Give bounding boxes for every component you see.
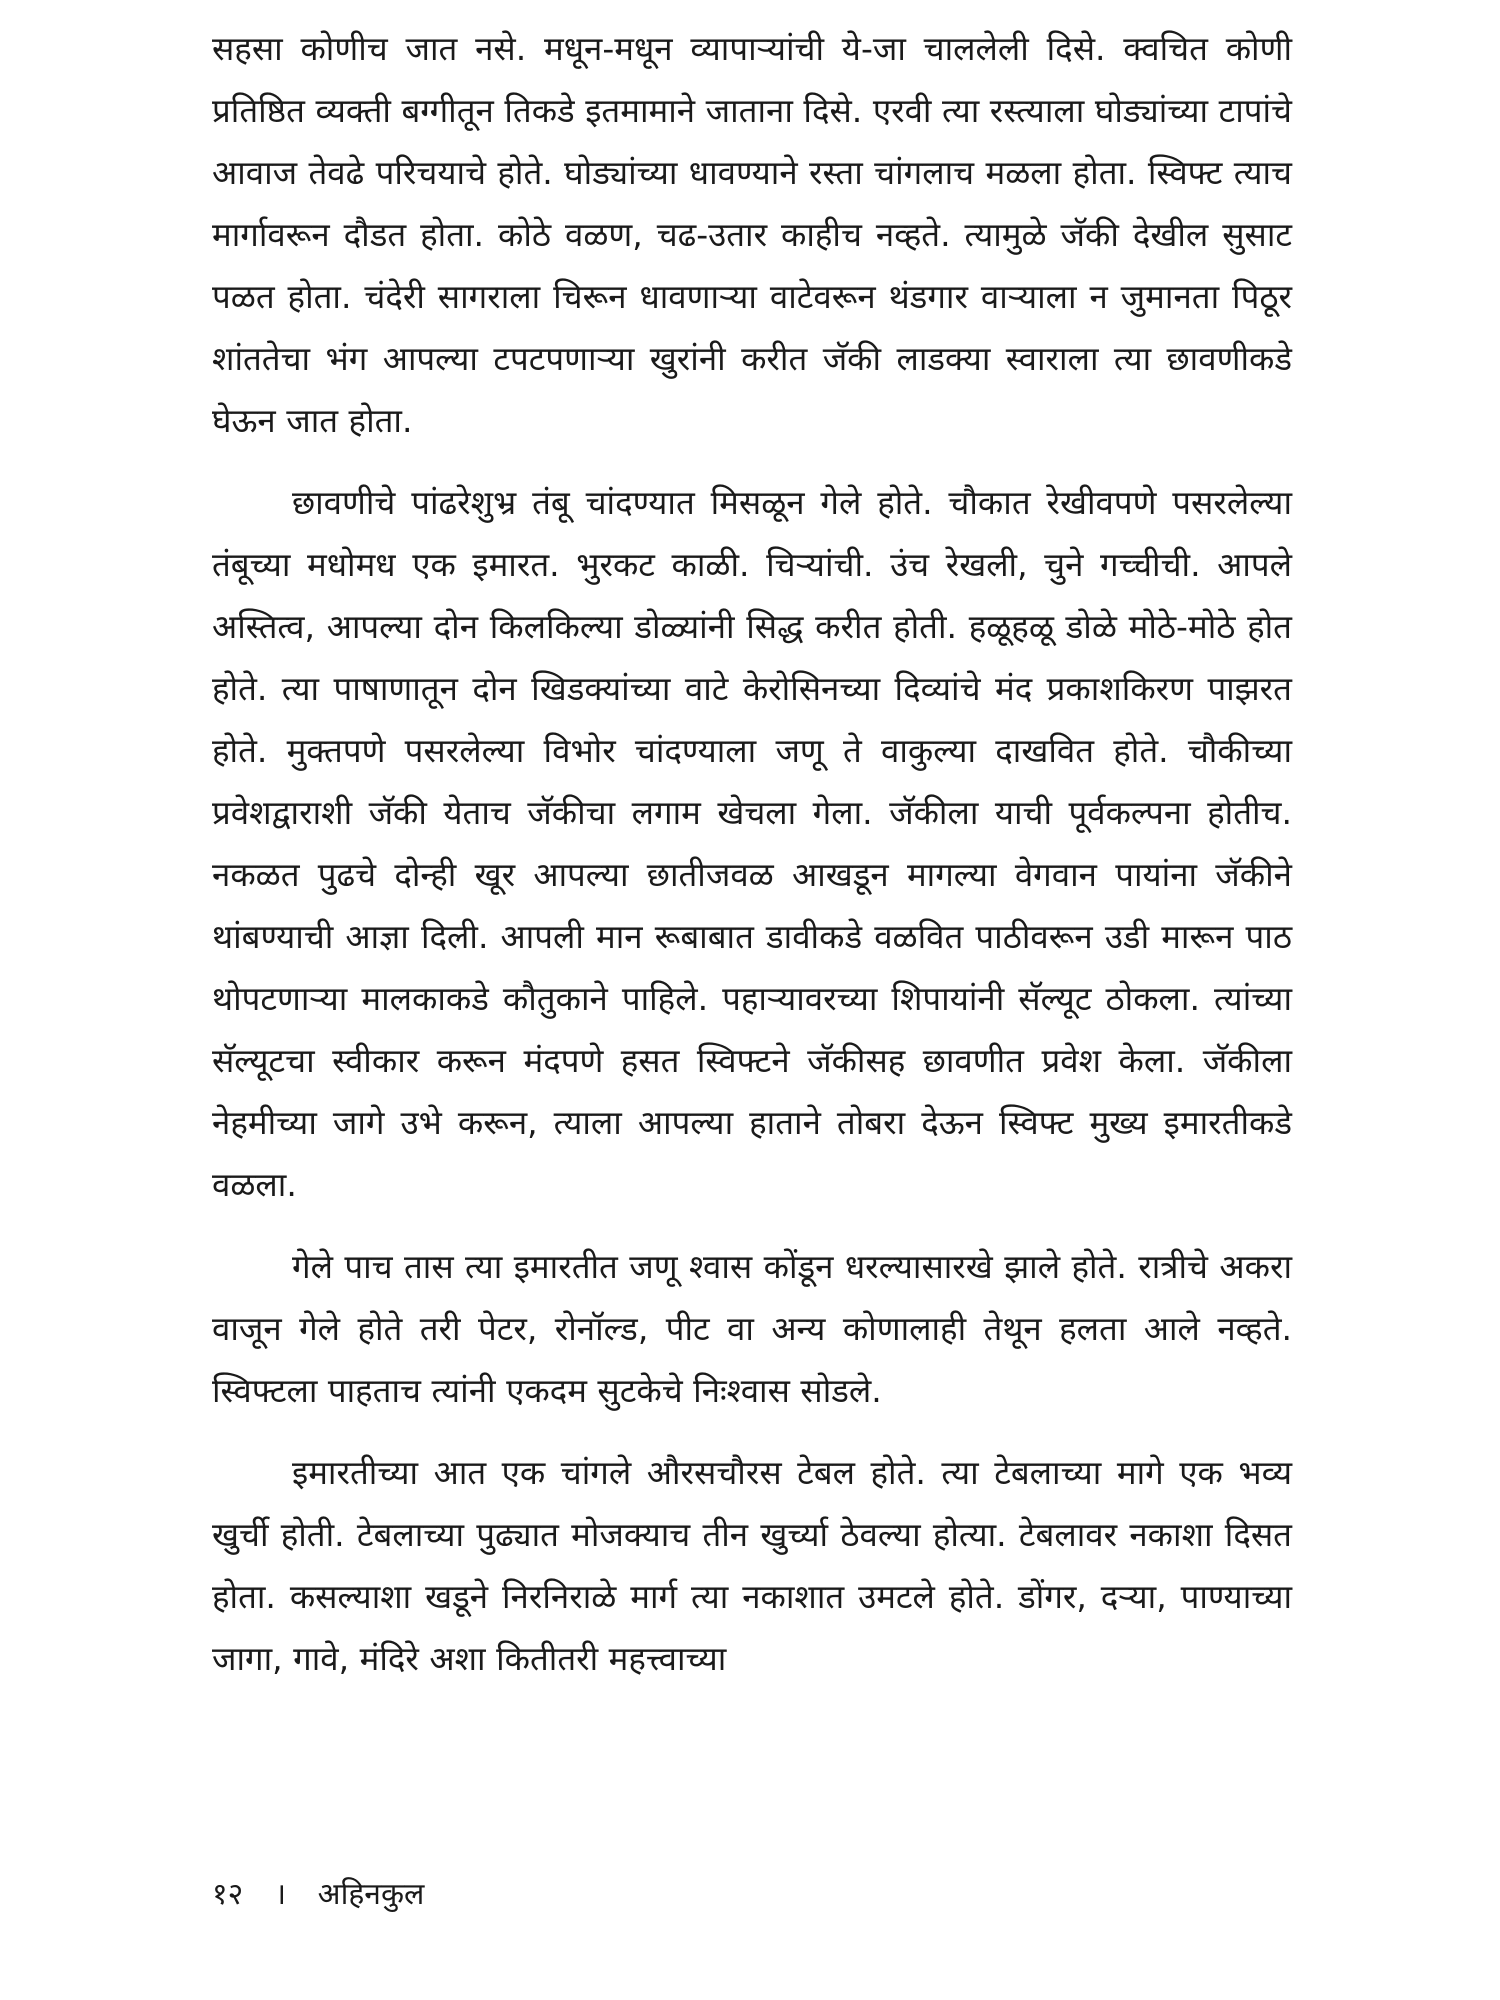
page-number: १२ xyxy=(212,1877,244,1912)
paragraph-3: गेले पाच तास त्या इमारतीत जणू श्वास कोंडून धरल्यासारखे झाले होते. रात्रीचे अकरा वाजून गेले होते तरी पेटर, रोनॉल्ड, पीट वा अन्य कोणालाही तेथून हलता आले नव्हते. स्विफ्टला पाहताच त्यांनी एकदम सुटकेचे निःश्वास सोडले. xyxy=(212,1247,1292,1410)
paragraph-2: छावणीचे पांढरेशुभ्र तंबू चांदण्यात मिसळून गेले होते. चौकात रेखीवपणे पसरलेल्या तंबूच्या मधोमध एक इमारत. भुरकट काळी. चिऱ्यांची. उंच रेखली, चुने गच्चीची. आपले अस्तित्व, आपल्या दोन किलकिल्या डोळ्यांनी सिद्ध करीत होती. हळूहळू डोळे मोठे-मोठे होत होते. त्या पाषाणातून दोन खिडक्यांच्या वाटे केरोसिनच्या दिव्यांचे मंद प्रकाशकिरण पाझरत होते. मुक्तपणे पसरलेल्या विभोर चांदण्याला जणू ते वाकुल्या दाखवित होते. चौकीच्या प्रवेशद्वाराशी जॅकी येताच जॅकीचा लगाम खेचला गेला. जॅकीला याची पूर्वकल्पना होतीच. नकळत पुढचे दोन्ही खूर आपल्या छातीजवळ आखडून मागल्या वेगवान पायांना जॅकीने थांबण्याची आज्ञा दिली. आपली मान रूबाबात डावीकडे वळवित पाठीवरून उडी मारून पाठ थोपटणाऱ्या मालकाकडे कौतुकाने पाहिले. पहाऱ्यावरच्या शिपायांनी सॅल्यूट ठोकला. त्यांच्या सॅल्यूटचा स्वीकार करून मंदपणे हसत स्विफ्टने जॅकीसह छावणीत प्रवेश केला. जॅकीला नेहमीच्या जागे उभे करून, त्याला आपल्या हाताने तोबरा देऊन स्विफ्ट मुख्य इमारतीकडे वळला. xyxy=(212,483,1292,1204)
footer-separator: । xyxy=(274,1877,287,1912)
body-text xyxy=(212,18,1292,1710)
paragraph-4: इमारतीच्या आत एक चांगले औरसचौरस टेबल होते. त्या टेबलाच्या मागे एक भव्य खुर्ची होती. टेबलाच्या पुढ्यात मोजक्याच तीन खुर्च्या ठेवल्या होत्या. टेबलावर नकाशा दिसत होता. कसल्याशा खडूने निरनिराळे मार्ग त्या नकाशात उमटले होते. डोंगर, दऱ्या, पाण्याच्या जागा, गावे, मंदिरे अशा कितीतरी महत्त्वाच्या xyxy=(212,1453,1292,1678)
page-footer xyxy=(212,1875,424,1915)
book-title: अहिनकुल xyxy=(317,1877,425,1912)
paragraph-1: सहसा कोणीच जात नसे. मधून-मधून व्यापाऱ्यांची ये-जा चाललेली दिसे. क्वचित कोणी प्रतिष्ठित व्यक्ती बग्गीतून तिकडे इतमामाने जाताना दिसे. एरवी त्या रस्त्याला घोड्यांच्या टापांचे आवाज तेवढे परिचयाचे होते. घोड्यांच्या धावण्याने रस्ता चांगलाच मळला होता. स्विफ्ट त्याच मार्गावरून दौडत होता. कोठे वळण, चढ-उतार काहीच नव्हते. त्यामुळे जॅकी देखील सुसाट पळत होता. चंदेरी सागराला चिरून धावणाऱ्या वाटेवरून थंडगार वाऱ्याला न जुमानता पिठूर शांततेचा भंग आपल्या टपटपणाऱ्या खुरांनी करीत जॅकी लाडक्या स्वाराला त्या छावणीकडे घेऊन जात होता. xyxy=(212,29,1292,440)
